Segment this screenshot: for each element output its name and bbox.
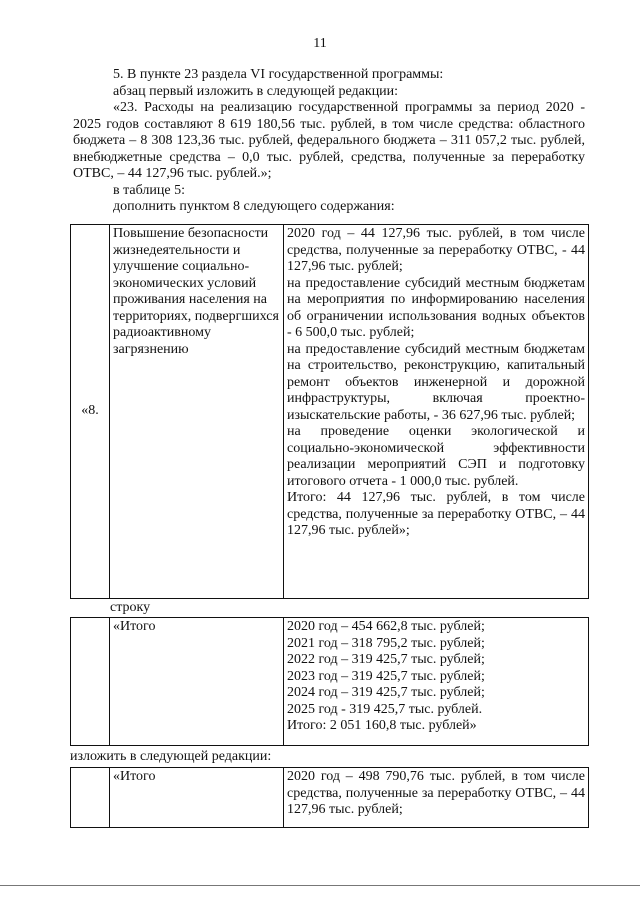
- intro-line-2: абзац первый изложить в следующей редакции:: [113, 83, 399, 99]
- item-number: «8.: [71, 225, 110, 599]
- total-line-1: 2020 год – 454 662,8 тыс. рублей;: [287, 619, 485, 634]
- intro-line-4: дополнить пунктом 8 следующего содержания:: [113, 199, 395, 214]
- footer-divider: [0, 885, 640, 886]
- intro-line-1: 5. В пункте 23 раздела VI государственной программы:: [113, 67, 444, 82]
- table-row: [71, 768, 589, 828]
- total-line-5: 2024 год – 319 425,7 тыс. рублей;: [287, 685, 485, 700]
- funding-paragraph-1: 2020 год – 44 127,96 тыс. рублей, в том числе средства, полученные за переработку ОТВС, - 44 127,96 тыс. рублей;: [287, 226, 585, 274]
- table-total-old: [70, 617, 589, 746]
- table-item-8: [70, 224, 589, 599]
- table-row: [71, 618, 589, 746]
- funding-paragraph-3: на предоставление субсидий местным бюджетам на строительство, реконструкцию, капитальный ремонт объектов инженерной и дорожной инфраструктуры, включая проектно-изыскательские работы, - 36 627,96 тыс. рублей;: [287, 341, 585, 423]
- item-name: Повышение безопасности жизнедеятельности и улучшение социально-экономических условий проживания населения на территориях, подвергшихся радиоактивному загрязнению: [110, 225, 284, 599]
- empty-cell: [71, 618, 110, 746]
- page-number: 11: [313, 36, 327, 51]
- empty-cell: [71, 768, 110, 828]
- intro-quote: «23. Расходы на реализацию государственной программы за период 2020 - 2025 годов составляют 8 619 180,56 тыс. рублей, в том числе средства: областного бюджета – 8 308 123,36 тыс. рублей, федерального бюджета – 311 057,2 тыс. рублей, внебюджетные средства – 0,0 тыс. рублей, средства, полученные за переработку ОТВС, – 44 127,96 тыс. рублей.»;: [73, 100, 585, 181]
- total-line-6: 2025 год - 319 425,7 тыс. рублей.: [287, 701, 483, 717]
- total-line-4: 2023 год – 319 425,7 тыс. рублей;: [287, 668, 485, 684]
- between-text-2: изложить в следующей редакции:: [70, 749, 272, 764]
- table-row: [71, 225, 589, 599]
- intro-line-3: в таблице 5:: [113, 182, 185, 198]
- between-text-1: строку: [110, 600, 151, 615]
- total-label-new: «Итого: [110, 768, 284, 828]
- funding-paragraph-2: на предоставление субсидий местным бюджетам на мероприятия по информированию населения об ограничении использования водных объектов - 6 500,0 тыс. рублей;: [287, 275, 585, 340]
- total-lines: [284, 618, 589, 746]
- table-total-new: [70, 767, 589, 828]
- intro-block: [73, 67, 585, 216]
- total-text-new: 2020 год – 498 790,76 тыс. рублей, в том числе средства, полученные за переработку ОТВС, – 44 127,96 тыс. рублей;: [284, 768, 589, 828]
- funding-paragraph-4: на проведение оценки экологической и социально-экономической эффективности реализации мероприятий СЭП и подготовку итогового отчета - 1 000,0 тыс. рублей.: [287, 424, 585, 489]
- funding-paragraph-5: Итого: 44 127,96 тыс. рублей, в том числе средства, полученные за переработку ОТВС, – 44 127,96 тыс. рублей»;: [287, 490, 585, 538]
- total-label: «Итого: [110, 618, 284, 746]
- total-line-2: 2021 год – 318 795,2 тыс. рублей;: [287, 635, 485, 651]
- total-line-7: Итого: 2 051 160,8 тыс. рублей»: [287, 718, 477, 733]
- total-line-3: 2022 год – 319 425,7 тыс. рублей;: [287, 652, 485, 667]
- item-funding: [284, 225, 589, 599]
